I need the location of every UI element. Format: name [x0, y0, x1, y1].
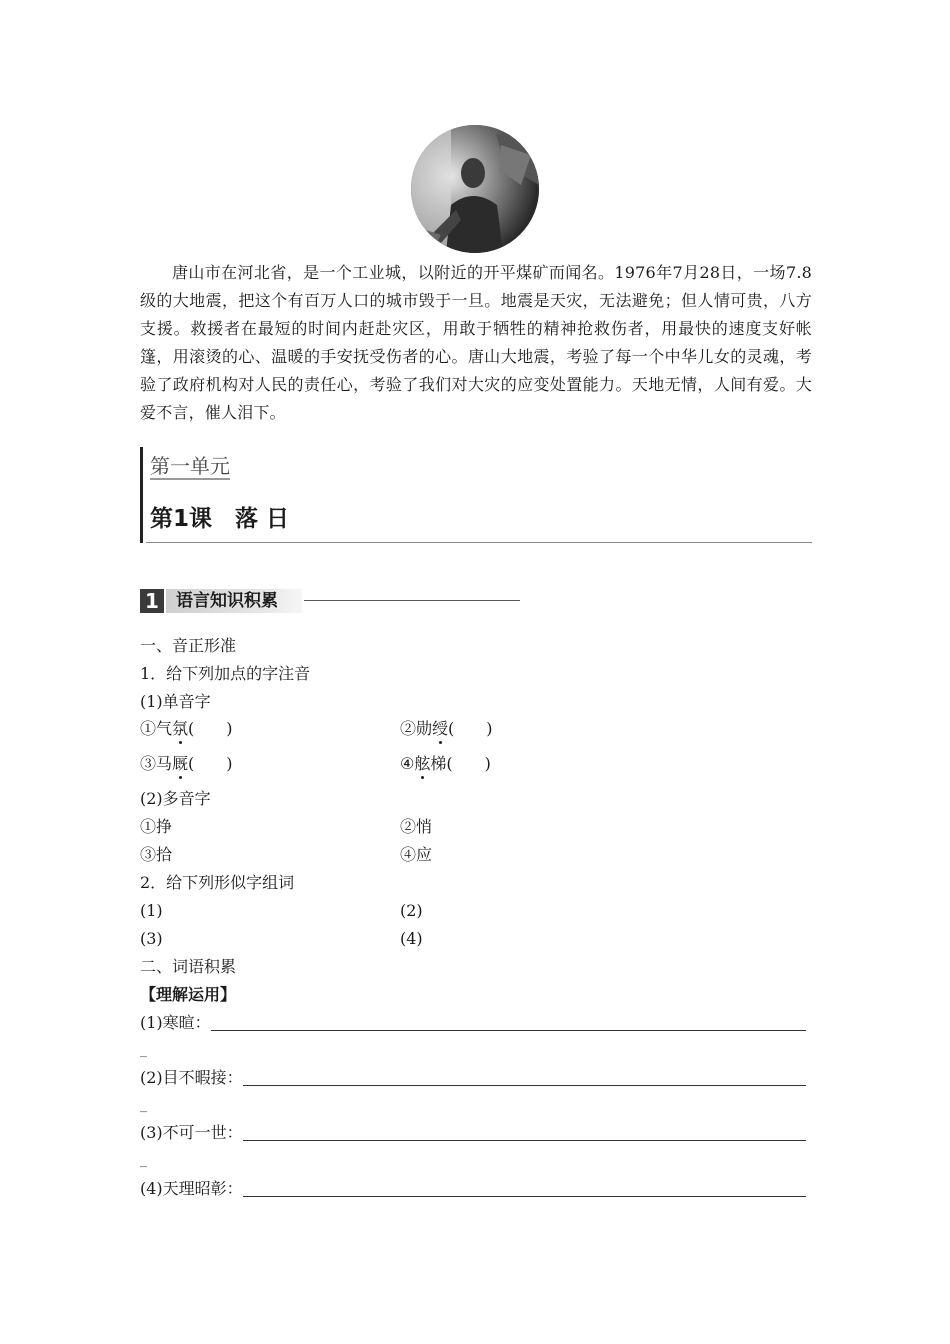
- similar-item-2: (2): [400, 901, 423, 920]
- poly-item-3: ③拾: [140, 845, 173, 864]
- dotted-char: 氛: [172, 719, 189, 738]
- pinyin-item-4: ④舷梯( ): [400, 754, 491, 773]
- poly-item-1: ①挣: [140, 817, 173, 836]
- vocab-item-4: (4)天理昭彰：: [140, 1179, 806, 1199]
- question-2: 2．给下列形似字组词: [140, 873, 295, 892]
- intro-paragraph: 唐山市在河北省，是一个工业城，以附近的开平煤矿而闻名。1976年7月28日，一场7.8级的大地震，把这个有百万人口的城市毁于一旦。地震是天灾，无法避免；但人情可贵，八方支援。救援者在最短的时间内赶赴灾区，用敢于牺牲的精神抢救伤者，用最快的速度支好帐篷，用滚烫的心、温暖的手安抚受伤者的心。唐山大地震，考验了每一个中华儿女的灵魂，考验了政府机构对人民的责任心，考验了我们对大灾的应变处置能力。天地无情，人间有爱。大爱不言，催人泪下。: [140, 263, 812, 422]
- pinyin-item-2: ②勋绶( ): [400, 719, 493, 738]
- poly-item-2: ②悄: [400, 817, 433, 836]
- similar-item-1: (1): [140, 901, 163, 920]
- vocab-item-3: (3)不可一世：: [140, 1123, 806, 1143]
- vocab-item-2: (2)目不暇接：: [140, 1068, 806, 1088]
- earthquake-photo: [411, 125, 539, 253]
- pinyin-item-1: ①气氛( ): [140, 719, 233, 738]
- part1-heading: 一、音正形准: [140, 636, 237, 655]
- section-number-badge: 1: [140, 589, 164, 613]
- section-rule: [304, 600, 520, 601]
- poly-item-4: ④应: [400, 845, 433, 864]
- answer-blank[interactable]: [211, 1030, 806, 1031]
- question-1: 1．给下列加点的字注音: [140, 664, 311, 683]
- part2-heading: 二、词语积累: [140, 957, 237, 976]
- answer-blank[interactable]: [243, 1085, 806, 1086]
- dotted-char: 绶: [432, 719, 449, 738]
- usage-label: 【理解运用】: [140, 985, 237, 1004]
- unit-divider: [146, 542, 812, 543]
- vocab-item-1: (1)寒暄：: [140, 1013, 806, 1033]
- line-continuation: _: [140, 1152, 147, 1168]
- similar-item-3: (3): [140, 929, 163, 948]
- line-continuation: _: [140, 1042, 147, 1058]
- pinyin-item-3: ③马厩( ): [140, 754, 233, 773]
- answer-blank[interactable]: [243, 1196, 806, 1197]
- sub-question-single: (1)单音字: [140, 692, 211, 711]
- section-label: 语言知识积累: [166, 589, 302, 613]
- dotted-char: 舷: [414, 754, 431, 773]
- line-continuation: _: [140, 1097, 147, 1113]
- lesson-title: 第1课 落 日: [150, 506, 290, 532]
- unit-title: 第一单元: [150, 454, 230, 478]
- dotted-char: 厩: [172, 754, 189, 773]
- unit-left-bar: [140, 447, 143, 543]
- answer-blank[interactable]: [243, 1140, 806, 1141]
- similar-item-4: (4): [400, 929, 423, 948]
- sub-question-multi: (2)多音字: [140, 789, 211, 808]
- photo-illustration: [411, 125, 539, 253]
